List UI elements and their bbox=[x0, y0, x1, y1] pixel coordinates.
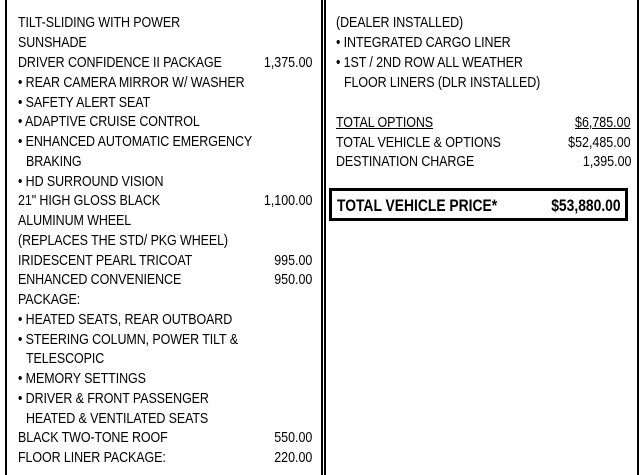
option-line: TELESCOPIC bbox=[26, 351, 105, 367]
option-line: HEATED & VENTILATED SEATS bbox=[26, 411, 209, 427]
option-line: • REAR CAMERA MIRROR W/ WASHER bbox=[18, 75, 245, 91]
option-line: • SAFETY ALERT SEAT bbox=[18, 95, 151, 111]
option-line: ALUMINUM WHEEL bbox=[18, 213, 132, 229]
option-price: 550.00 bbox=[273, 430, 312, 446]
option-line: BRAKING bbox=[26, 154, 82, 170]
option-line: IRIDESCENT PEARL TRICOAT bbox=[18, 253, 193, 269]
total-vehicle-options-label: TOTAL VEHICLE & OPTIONS bbox=[336, 135, 501, 151]
option-line: (REPLACES THE STD/ PKG WHEEL) bbox=[18, 233, 229, 249]
option-line: • ENHANCED AUTOMATIC EMERGENCY bbox=[18, 134, 253, 150]
option-line: FLOOR LINER PACKAGE: bbox=[18, 450, 166, 466]
option-line: • HEATED SEATS, REAR OUTBOARD bbox=[18, 312, 233, 328]
option-price: 1,375.00 bbox=[263, 55, 312, 71]
option-line: SUNSHADE bbox=[18, 35, 87, 51]
total-price-box bbox=[329, 188, 628, 221]
destination-charge-amount: 1,395.00 bbox=[582, 154, 631, 170]
option-line: (DEALER INSTALLED) bbox=[336, 15, 464, 31]
option-line: BLACK TWO-TONE ROOF bbox=[18, 430, 168, 446]
total-options-amount: $6,785.00 bbox=[575, 115, 631, 131]
option-line: DRIVER CONFIDENCE II PACKAGE bbox=[18, 55, 222, 71]
option-line: • ADAPTIVE CRUISE CONTROL bbox=[18, 114, 200, 130]
option-price: 220.00 bbox=[273, 450, 312, 466]
option-line: • 1ST / 2ND ROW ALL WEATHER bbox=[336, 55, 523, 71]
total-options-label: TOTAL OPTIONS bbox=[336, 115, 434, 131]
option-line: • INTEGRATED CARGO LINER bbox=[336, 35, 511, 51]
option-line: PACKAGE: bbox=[18, 292, 81, 308]
total-price-label: TOTAL VEHICLE PRICE* bbox=[337, 197, 498, 215]
option-price: 1,100.00 bbox=[263, 193, 312, 209]
total-price-amount: $53,880.00 bbox=[551, 197, 621, 215]
option-line: • HD SURROUND VISION bbox=[18, 174, 164, 190]
option-line: ENHANCED CONVENIENCE bbox=[18, 272, 182, 288]
option-line: 21" HIGH GLOSS BLACK bbox=[18, 193, 161, 209]
destination-charge-label: DESTINATION CHARGE bbox=[336, 154, 475, 170]
option-price: 950.00 bbox=[273, 272, 312, 288]
option-price: 995.00 bbox=[273, 253, 312, 269]
option-line: • MEMORY SETTINGS bbox=[18, 371, 146, 387]
option-line: TILT-SLIDING WITH POWER bbox=[18, 15, 180, 31]
total-vehicle-options-amount: $52,485.00 bbox=[568, 135, 631, 151]
option-line: • DRIVER & FRONT PASSENGER bbox=[18, 391, 209, 407]
option-line: FLOOR LINERS (DLR INSTALLED) bbox=[344, 75, 541, 91]
option-line: • STEERING COLUMN, POWER TILT & bbox=[18, 332, 238, 348]
